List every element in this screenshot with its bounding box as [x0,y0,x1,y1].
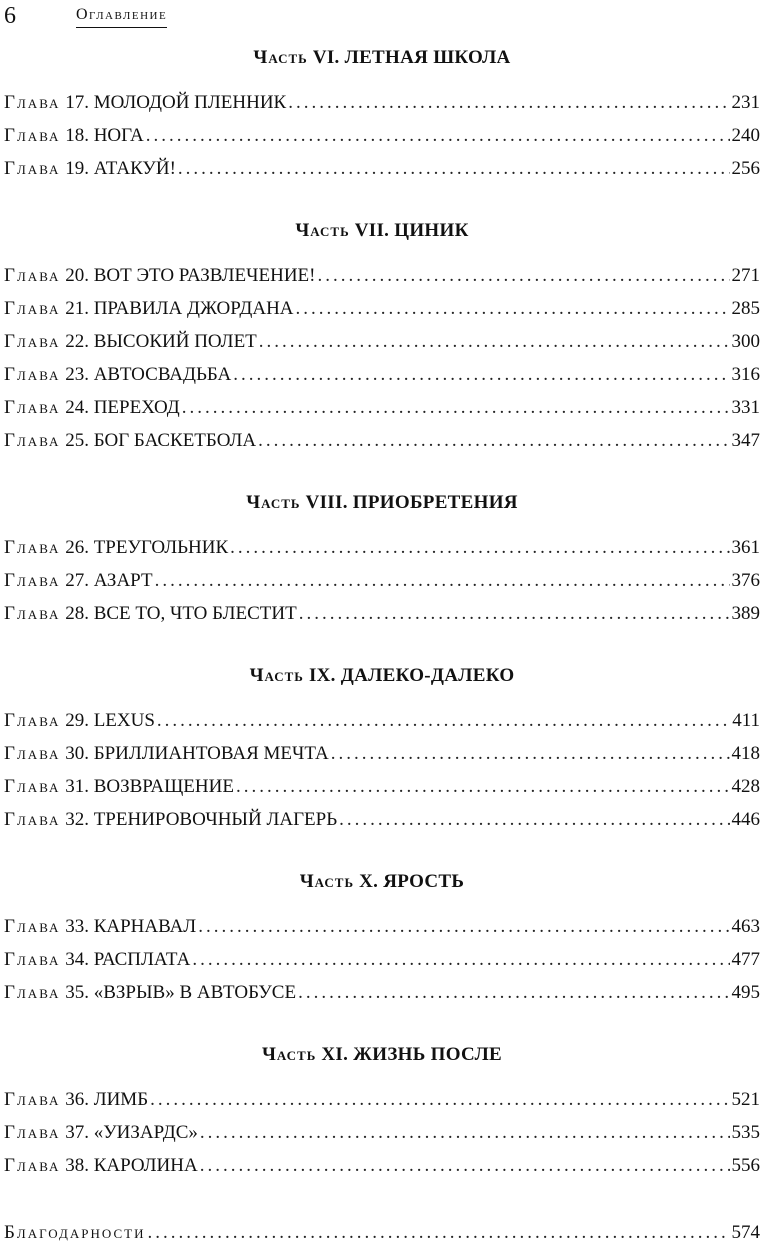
toc-entry[interactable] [4,704,760,737]
chapter-page-number: 446 [732,803,760,836]
chapter-word: Глава [4,125,60,146]
chapter-page-number: 285 [732,292,760,325]
toc-entry[interactable] [4,424,760,457]
chapter-word: Глава [4,158,60,179]
toc-entry[interactable] [4,803,760,836]
chapter-word: Глава [4,1122,60,1143]
acknowledgements-label: Благодарности [4,1216,145,1249]
chapter-page-number: 556 [732,1149,760,1182]
chapter-page-number: 389 [732,597,760,630]
chapter-page-number: 231 [732,86,760,119]
part-heading [4,662,760,690]
chapter-page-number: 477 [732,943,760,976]
chapter-label [4,152,176,185]
part-title: X. ЯРОСТЬ [359,871,464,892]
chapter-label [4,564,153,597]
toc-part [4,217,760,457]
dot-leader [317,259,729,292]
chapter-title: 18. НОГА [65,125,144,146]
chapter-title: 35. «ВЗРЫВ» В АВТОБУСЕ [65,982,296,1003]
dot-leader [339,803,729,836]
part-title: XI. ЖИЗНЬ ПОСЛЕ [321,1044,502,1065]
chapter-page-number: 240 [732,119,760,152]
part-title: VIII. ПРИОБРЕТЕНИЯ [306,492,518,513]
chapter-label [4,770,234,803]
chapter-title: 37. «УИЗАРДС» [65,1122,198,1143]
dot-leader [236,770,730,803]
chapter-title: 20. ВОТ ЭТО РАЗВЛЕЧЕНИЕ! [65,265,315,286]
part-word: Часть [246,492,300,513]
toc-entry[interactable] [4,943,760,976]
running-head-title: Оглавление [76,5,167,28]
chapter-page-number: 316 [732,358,760,391]
dot-leader [157,704,730,737]
dot-leader [150,1083,729,1116]
dot-leader [296,292,730,325]
chapter-title: 19. АТАКУЙ! [65,158,176,179]
part-heading [4,868,760,896]
chapter-page-number: 271 [732,259,760,292]
chapter-word: Глава [4,537,60,558]
chapter-word: Глава [4,397,60,418]
toc-entry[interactable] [4,259,760,292]
chapter-label [4,1149,198,1182]
part-word: Часть [262,1044,316,1065]
chapter-word: Глава [4,743,60,764]
chapter-word: Глава [4,603,60,624]
toc-entry[interactable] [4,86,760,119]
chapter-page-number: 331 [732,391,760,424]
table-of-contents [4,44,760,1249]
chapter-title: 29. LEXUS [65,710,155,731]
chapter-page-number: 376 [732,564,760,597]
part-heading [4,1041,760,1069]
chapter-label [4,976,296,1009]
toc-entry[interactable] [4,1149,760,1182]
toc-part [4,1041,760,1182]
chapter-page-number: 463 [732,910,760,943]
chapter-label [4,325,257,358]
dot-leader [200,1116,730,1149]
dot-leader [155,564,730,597]
dot-leader [298,976,729,1009]
dot-leader [147,1216,729,1249]
chapter-title: 24. ПЕРЕХОД [65,397,180,418]
toc-part [4,44,760,185]
chapter-label [4,119,144,152]
dot-leader [258,424,729,457]
chapter-title: 36. ЛИМБ [65,1089,148,1110]
chapter-label [4,1083,148,1116]
page-number: 6 [4,2,16,30]
toc-entry[interactable] [4,737,760,770]
chapter-label [4,424,256,457]
chapter-word: Глава [4,298,60,319]
chapter-word: Глава [4,710,60,731]
chapter-label [4,1116,198,1149]
chapter-label [4,737,329,770]
chapter-title: 34. РАСПЛАТА [65,949,190,970]
chapter-page-number: 535 [732,1116,760,1149]
chapter-label [4,597,297,630]
chapter-word: Глава [4,92,60,113]
chapter-page-number: 411 [732,704,760,737]
part-word: Часть [300,871,354,892]
chapter-word: Глава [4,1089,60,1110]
part-title: IX. ДАЛЕКО-ДАЛЕКО [309,665,514,686]
chapter-title: 25. БОГ БАСКЕТБОЛА [65,430,256,451]
part-heading [4,217,760,245]
toc-entry[interactable] [4,292,760,325]
toc-part [4,868,760,1009]
toc-entry[interactable] [4,391,760,424]
chapter-label [4,391,180,424]
chapter-word: Глава [4,809,60,830]
chapter-title: 22. ВЫСОКИЙ ПОЛЕТ [65,331,257,352]
toc-entry-acknowledgements[interactable] [4,1216,760,1249]
dot-leader [146,119,730,152]
chapter-title: 30. БРИЛЛИАНТОВАЯ МЕЧТА [65,743,329,764]
toc-entry[interactable] [4,564,760,597]
chapter-word: Глава [4,265,60,286]
chapter-word: Глава [4,331,60,352]
toc-entry[interactable] [4,358,760,391]
toc-entry[interactable] [4,119,760,152]
chapter-page-number: 418 [732,737,760,770]
chapter-page-number: 256 [732,152,760,185]
dot-leader [178,152,730,185]
chapter-title: 32. ТРЕНИРОВОЧНЫЙ ЛАГЕРЬ [65,809,337,830]
chapter-label [4,704,155,737]
chapter-page-number: 521 [732,1083,760,1116]
part-title: VII. ЦИНИК [355,220,469,241]
chapter-title: 38. КАРОЛИНА [65,1155,198,1176]
part-title: VI. ЛЕТНАЯ ШКОЛА [313,47,511,68]
chapter-label [4,358,231,391]
chapter-word: Глава [4,949,60,970]
chapter-title: 26. ТРЕУГОЛЬНИК [65,537,228,558]
toc-entry[interactable] [4,597,760,630]
chapter-label [4,531,228,564]
chapter-label [4,803,337,836]
part-word: Часть [250,665,304,686]
toc-entry[interactable] [4,1083,760,1116]
chapter-title: 31. ВОЗВРАЩЕНИЕ [65,776,234,797]
dot-leader [192,943,729,976]
dot-leader [200,1149,730,1182]
dot-leader [182,391,730,424]
chapter-title: 27. АЗАРТ [65,570,152,591]
toc-entry[interactable] [4,910,760,943]
chapter-word: Глава [4,430,60,451]
chapter-title: 17. МОЛОДОЙ ПЛЕННИК [65,92,286,113]
chapter-word: Глава [4,364,60,385]
toc-part [4,662,760,836]
chapter-title: 21. ПРАВИЛА ДЖОРДАНА [65,298,293,319]
dot-leader [198,910,729,943]
chapter-page-number: 428 [732,770,760,803]
chapter-word: Глава [4,982,60,1003]
part-word: Часть [295,220,349,241]
part-heading [4,44,760,72]
chapter-word: Глава [4,776,60,797]
toc-entry[interactable] [4,770,760,803]
toc-entry[interactable] [4,531,760,564]
dot-leader [288,86,729,119]
part-heading [4,489,760,517]
part-word: Часть [253,47,307,68]
toc-entry[interactable] [4,1116,760,1149]
chapter-word: Глава [4,1155,60,1176]
dot-leader [259,325,730,358]
chapter-page-number: 495 [732,976,760,1009]
dot-leader [230,531,729,564]
chapter-title: 33. КАРНАВАЛ [65,916,196,937]
chapter-title: 23. АВТОСВАДЬБА [65,364,231,385]
chapter-label [4,86,286,119]
chapter-label [4,259,315,292]
toc-entry[interactable] [4,976,760,1009]
chapter-page-number: 361 [732,531,760,564]
chapter-label [4,292,294,325]
dot-leader [331,737,730,770]
toc-entry[interactable] [4,152,760,185]
toc-entry[interactable] [4,325,760,358]
chapter-label [4,943,190,976]
chapter-word: Глава [4,916,60,937]
acknowledgements-page-number: 574 [732,1216,760,1249]
dot-leader [233,358,729,391]
chapter-page-number: 300 [732,325,760,358]
chapter-label [4,910,196,943]
chapter-title: 28. ВСЕ ТО, ЧТО БЛЕСТИТ [65,603,297,624]
chapter-word: Глава [4,570,60,591]
chapter-page-number: 347 [732,424,760,457]
dot-leader [299,597,730,630]
toc-part [4,489,760,630]
running-head [4,2,760,30]
